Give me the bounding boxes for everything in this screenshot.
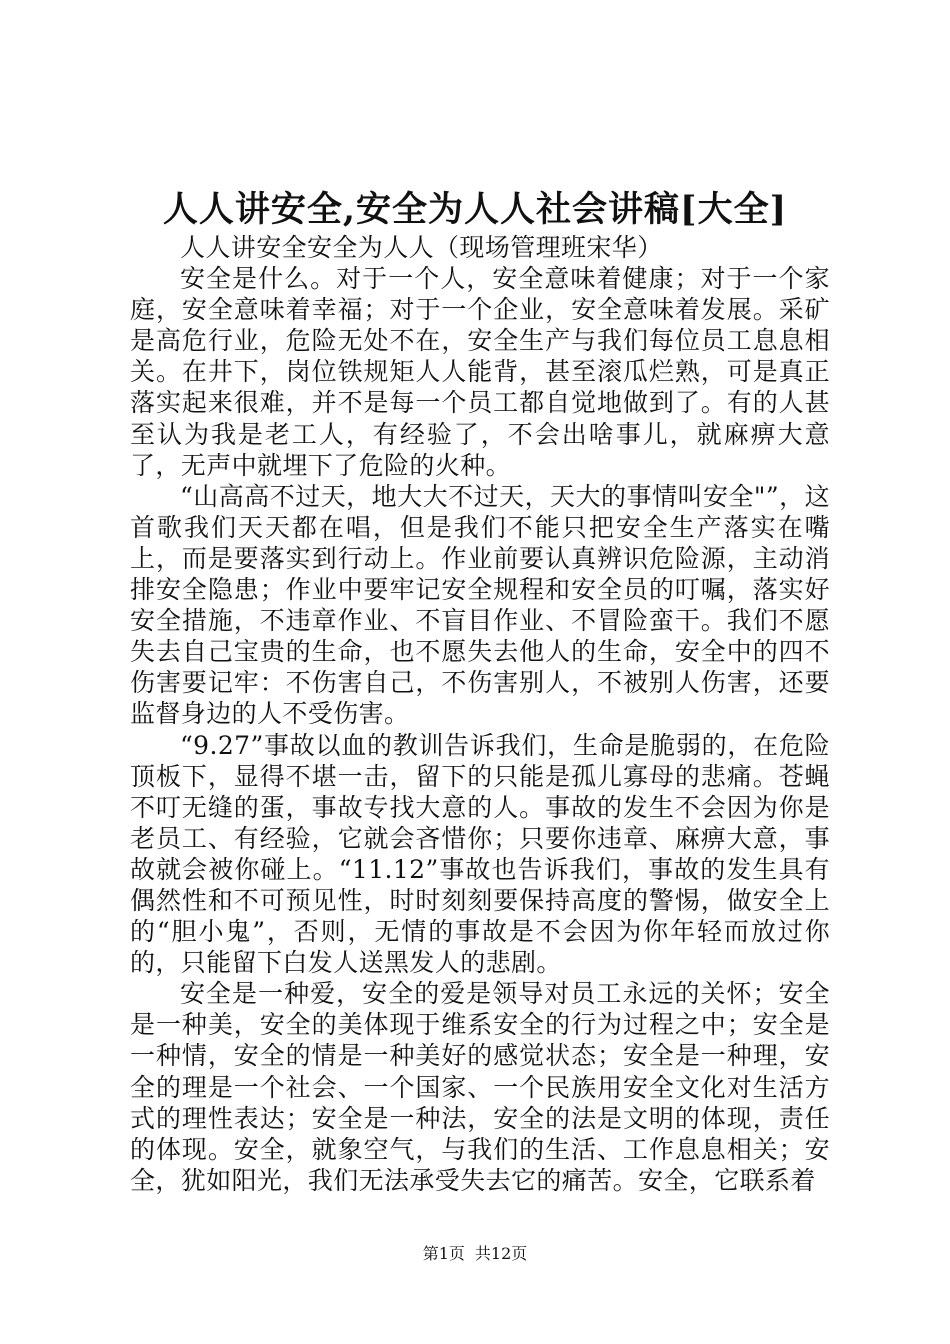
body-paragraph: 安全是一种爱，安全的爱是领导对员工永远的关怀；安全是一种美，安全的美体现于维系安全的行为过程之中；安全是一种情，安全的情是一种美好的感觉状态；安全是一种理，安全的理是一个社会、一个国家、一个民族用安全文化对生活方式的理性表达；安全是一种法，安全的法是文明的体现，责任的体现。安全，就象空气，与我们的生活、工作息息相关；安全，犹如阳光，我们无法承受失去它的痛苦。安全，它联系着: [130, 979, 830, 1195]
page-number: 第1页: [422, 1244, 465, 1263]
body-paragraph: 安全是什么。对于一个人，安全意味着健康；对于一个家庭，安全意味着幸福；对于一个企业，安全意味着发展。采矿是高危行业，危险无处不在，安全生产与我们每位员工息息相关。在井下，岗位铁规矩人人能背，甚至滚瓜烂熟，可是真正落实起来很难，并不是每一个员工都自觉地做到了。有的人甚至认为我是老工人，有经验了，不会出啥事儿，就麻痹大意了，无声中就埋下了危险的火种。: [130, 264, 830, 480]
page-footer: [0, 1243, 950, 1265]
document-title: 人人讲安全,安全为人人社会讲稿[大全]: [162, 189, 788, 230]
body-paragraph: “山高高不过天，地大大不过天，天大的事情叫安全"”，这首歌我们天天都在唱，但是我们不能只把安全生产落实在嘴上，而是要落实到行动上。作业前要认真辨识危险源，主动消排安全隐患；作业中要牢记安全规程和安全员的叮嘱，落实好安全措施，不违章作业、不盲目作业、不冒险蛮干。我们不愿失去自己宝贵的生命，也不愿失去他人的生命，安全中的四不伤害要记牢：不伤害自己，不伤害别人，不被别人伤害，还要监督身边的人不受伤害。: [130, 481, 830, 729]
subtitle-paragraph: 人人讲安全安全为人人（现场管理班宋华）: [180, 233, 663, 262]
body-paragraph: “9.27”事故以血的教训告诉我们，生命是脆弱的，在危险顶板下，显得不堪一击，留下的只能是孤儿寡母的悲痛。苍蝇不叮无缝的蛋，事故专找大意的人。事故的发生不会因为你是老员工、有经验，它就会吝惜你；只要你违章、麻痹大意，事故就会被你碰上。“11.12”事故也告诉我们，事故的发生具有偶然性和不可预见性，时时刻刻要保持高度的警惕，做安全上的“胆小鬼”，否则，无情的事故是不会因为你年轻而放过你的，只能留下白发人送黑发人的悲剧。: [130, 730, 830, 978]
page-total: 共12页: [474, 1244, 528, 1263]
document-body: [130, 232, 830, 1196]
